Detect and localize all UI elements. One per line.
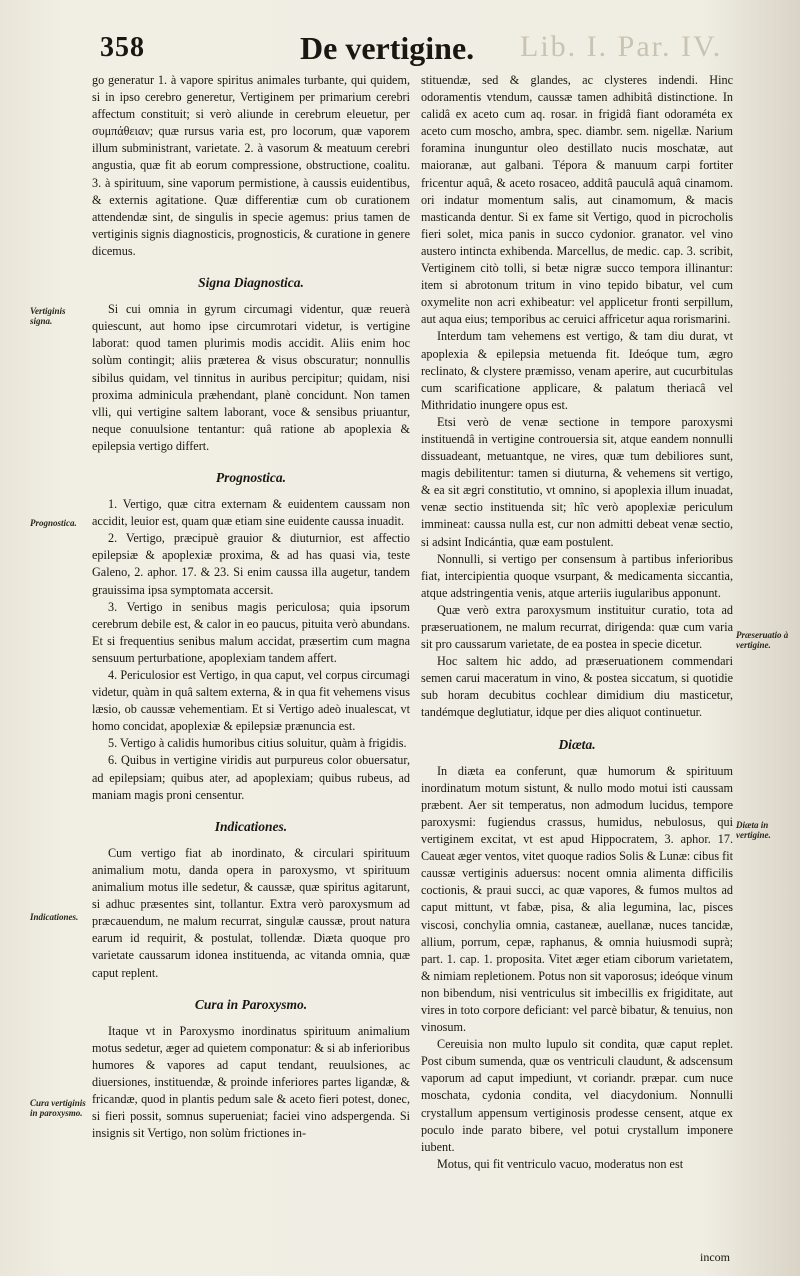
show-through-title: Lib. I. Par. IV. [520,30,723,63]
prognostic-item-1: 1. Vertigo, quæ citra externam & euidentem caussam non accidit, leuior est, quam quæ etiam sine euidente caussa inuadit. [92,497,410,529]
margin-note-indicationes: Indicationes. [30,912,79,922]
indicationes-paragraph: Cum vertigo fiat ab inordinato, & circulari spirituum animalium motu, danda opera in paroxysmo, vt spirituum animalium motus ille sedetur, & caussæ, quæ spiritus agitarunt, si adhuc præsentes sint, tollantur. Extra verò paroxysmum ad præcauendum, ne malum recurrat, singulæ caussæ, prout natura earum id requirit, & postulat, tollendæ. Diæta quoque pro varietate caussarum idonea instituenda, ac vitanda omnia, quæ caput replent. [92,845,410,980]
prognostic-item-4: 4. Periculosior est Vertigo, in qua caput, vel corpus circumagi videtur, quàm in quâ saltem externa, & in qua fit vehemens visus læsio, ob caussæ vehementiam. Et si Vertigo adeò inualescat, vt homo concidat, apoplexiæ & epilepsiæ prænuncia est. [92,668,410,734]
catchword: incom [700,1250,730,1264]
heading-prognostica: Prognostica. [215,469,287,485]
right-paragraph-2: Interdum tam vehemens est vertigo, & tam diu durat, vt apoplexia & epilepsia metuenda fit. Ideóque tum, ægro reclinato, & clystere præmisso, venam aperire, aut cucurbitulas cum scarificatione applicare, & palatum theriacâ vel Mithridatio inungere opus est. [421,329,733,412]
page-header [0,28,800,68]
margin-note-vertiginis-signa: Vertiginis signa. [30,306,66,326]
heading-cura-paroxysmo: Cura in Paroxysmo. [194,996,308,1012]
right-paragraph-7: Cereuisia non multo lupulo sit condita, quæ caput replet. Post cibum sumenda, quæ os ventriculi claudunt, & adscensum vaporum ad caput impediunt, vt coriandr. præpar. cum nuce moschata, cydonia condita, vel diacydonium. Nonnulli crystallum appensum vertiginosis prodesse censent, atque ex poculo inde parato bibere, vel potui crystallum imponere iubent. [421,1037,733,1154]
prognostic-item-6: 6. Quibus in vertigine viridis aut purpureus color obuersatur, ad epilepsiam; quibus ater, ad apoplexiam; quibus rubeus, ad maniam magis proni censentur. [92,753,410,802]
diaeta-paragraph: In diæta ea conferunt, quæ humorum & spirituum inordinatum motum sistunt, & nullo modo motui isti caussam præbent. Aer sit temperatus, non admodum lucidus, tempore paroxysmi: fugiendus crassus, humidus, nebulosus, qui vertiginem excitat, vt est apud Hippocratem, 3. aphor. 17. Caueat æger ventos, vitet quoque radios Solis & Lunæ: cibus fit caussæ vertiginis aduersus: nocent omnia alimenta difficilis coctionis, & praui succi, ac quæ vapores, & fumos multos ad caput mittunt, vt fabæ, pisa, & alia legumina, lac, pisces viscosi, conchylia omnia, castaneæ, auellanæ, nuces tancidæ, allium, porrum, cepæ, raphanus, & omnia huiusmodi suprà; part. 1. cap. 1. proposita. Vitet æger etiam ciborum varietatem, & nimiam repletionem. Potus non sit vaporosus; ideóque vinum non bibendum, nisi ventriculus sit imbecillis ex frigiditate, aut vires in toto corpore deficiant: vel parcè bibatur, & tenuius, non vinosum. [421,763,733,1035]
margin-note-praeseruatio: Præseruatio à vertigine. [736,630,789,650]
right-paragraph-3: Etsi verò de venæ sectione in tempore paroxysmi instituendâ in vertigine controuersia sit, atque eandem nonnulli dissuadeant, metuantque, ne vires, quæ tum debiliores sunt, magis debilitentur: tamen si diuturna, & vehemens sit vertigo, & ea sit ægri constitutio, vt omnino, si apoplexia illum inuadat, venæ sectio instituenda sit; hîc verò apoplexiæ periculum immineat: caussa nulla est, cur non admitti debeat venæ sectio, si adsint Indicántia, quæ eam postulent. [421,414,733,549]
signa-paragraph: Si cui omnia in gyrum circumagi videntur, quæ reuerà quiescunt, aut homo ipse circumrotari videtur, is vertigine laborat: quod tamen plurimis modis accidit. Aliis enim hoc solùm contingit; aliis præterea & visus obscuratur; nonnullis sibilus quidam, vel tinnitus in auribus percipitur; quidam, nisi proxima adminicula præhendant, planè concidunt. Non tamen vlli, qui vertigine saltem laborant, voce & sensibus priuantur, neque conuulsione tentantur: quâ ratione ab apoplexia & epilepsia vertigo differt. [92,302,410,453]
right-paragraph-8: Motus, qui fit ventriculo vacuo, moderatus non est [437,1156,684,1171]
right-column [421,72,733,1173]
margin-note-cura-vertiginis: Cura vertiginis in paroxysmo. [30,1098,86,1118]
cura-paragraph: Itaque vt in Paroxysmo inordinatus spirituum animalium motus sedetur, æger ad quietem componatur: & si ab inferioribus humores & vapores ad caput tendant, reuulsiones, ac diuersiones, instituendæ, & proinde inferiores partes ligandæ, & fricandæ, quod in plantis pedum sale & aceto fieri potest, donec, si fieri possit, somnus superueniat; faciei vino adspergenda. Si insignis sit Vertigo, non solùm frictiones in- [92,1023,410,1141]
prognostic-item-2: 2. Vertigo, præcipuè grauior & diuturnior, est affectio epilepsiæ & apoplexiæ proxima, & ad has quasi via, teste Galeno, 2. aphor. 17. & 23. Si enim caussa illa augetur, tandem grauissima ipsa symptomata accersit. [92,531,410,597]
page-number: 358 [100,32,145,63]
running-title: De vertigine. [300,30,475,66]
heading-diaeta: Diæta. [558,736,596,752]
right-paragraph-5: Quæ verò extra paroxysmum instituitur curatio, tota ad præseruationem, ne malum recurrat, dirigenda: quæ cum varia sit pro caussarum varietate, de ea postea in specie dicetur. [421,602,733,652]
heading-signa-diagnostica: Signa Diagnostica. [198,275,304,291]
margin-note-diaeta: Diæta in vertigine. [736,820,771,840]
prognostic-item-3: 3. Vertigo in senibus magis periculosa; quia ipsorum cerebrum debile est, & calor in eo paucus, pituita verò abundans. Et si frequentius senibus malum accidat, præsertim cum magna sensuum perturbatione, apoplexiam tandem affert. [92,599,410,665]
intro-paragraph: go generatur 1. à vapore spiritus animales turbante, qui quidem, si in ipso cerebro generetur, Vertiginem per primarium cerebri affectum constituit; si verò aliunde in cerebrum eleuetur, per συμπάθειαν; quæ rursus varia est, pro locorum, quæ vaporem illum subministrant, varietate. 2. à vasorum & meatuum cerebri angustia, quæ fit ab eorum compressione, obstructione, coalitu. 3. à spirituum, sine vaporum permistione, à caussis euidentibus, & externis agitatione. Quæ differentiæ cum ob curationem attendendæ sint, de singulis in specie agemus: prius tamen de vertiginis signis diagnosticis, prognosticis, & curatione in genere dicemus. [92,73,410,258]
right-paragraph-6: Hoc saltem hic addo, ad præseruationem commendari semen carui maceratum in vino, & postea siccatum, si quotidie sub horam decubitus cochlear dimidium diu masticetur, tandémque deglutiatur, idque per dies aliquot continuetur. [421,654,733,720]
prognostic-item-5: 5. Vertigo à calidis humoribus citius soluitur, quàm à frigidis. [108,736,407,751]
right-paragraph-1: stituendæ, sed & glandes, ac clysteres indendi. Hinc odoramentis vtendum, caussæ tamen adhibitâ distinctione. In calidâ ex aceto cum aq. rosar. in frigidâ fiant odoraméta ex aceto cum moscho, ambra, spec. diambr. sem. nigellæ. Narium foramina inunguntur oleo destillato nucis moschatæ, aut maioranæ, aut galbani. Tépora & manuum carpi fortiter fricentur aquâ, & aceto rosaceo, additâ pauculâ aquâ cinamom. ori indatur momentum salis, aut cinamomum, & macis masticanda dentur. Si ex fame sit Vertigo, quod in picrocholis fieri solet, mica panis in succo cydonior. granator. vel vino austero intincta exhibenda. Marcellus, de medic. cap. 3. scribit, Vertiginem citò tolli, si betæ nigræ succo tempora illinantur: item si abrotonum tritum in vino tepido bibatur, vel cum oxymelite non acri exhibeatur: vel applicetur fronti serpillum, aut aqua eius; temporibus ac ceruici affricetur aqua rorismarini. [421,73,733,327]
right-paragraph-4: Nonnulli, si vertigo per consensum à partibus inferioribus fiat, intercipientia quoque vsurpant, & medicamenta siccantia, atque adstringentia venis, atque arteriis iugularibus apponunt. [421,551,733,600]
left-column [92,72,410,1142]
heading-indicationes: Indicationes. [214,818,288,834]
margin-note-prognostica: Prognostica. [30,518,77,528]
